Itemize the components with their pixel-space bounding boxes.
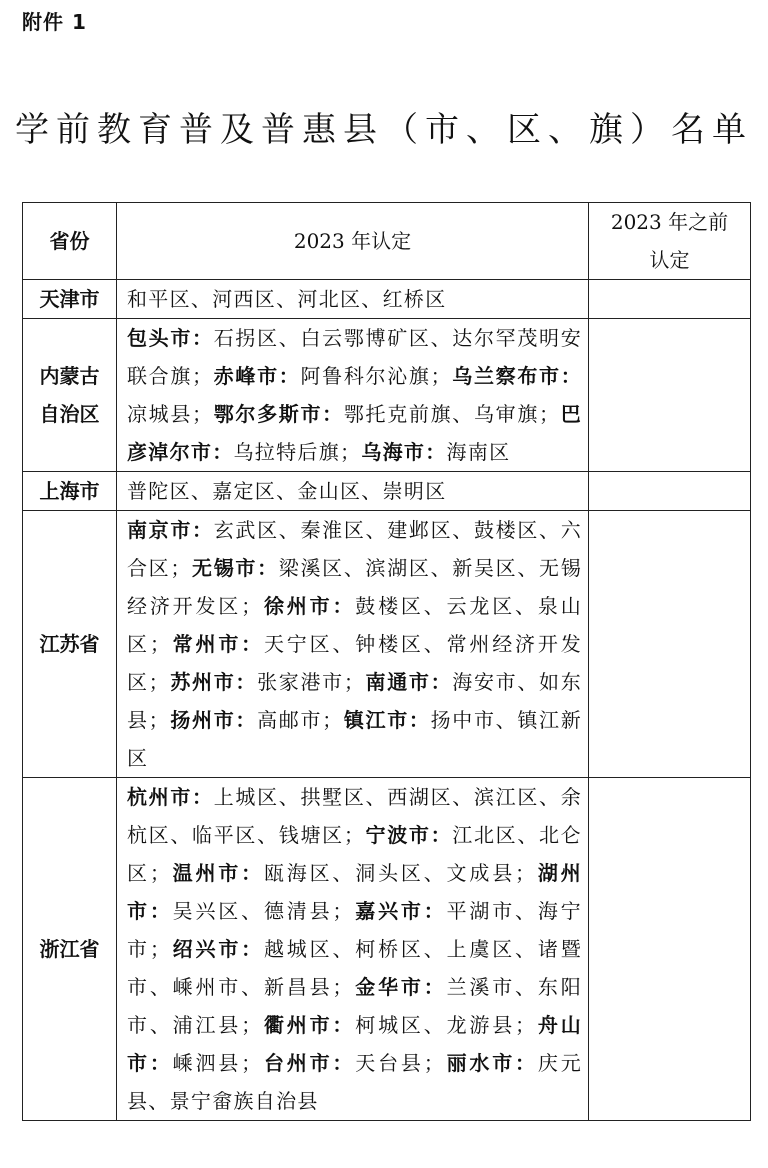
table-row <box>23 511 751 778</box>
province-cell <box>23 319 117 472</box>
area-list: 张家港市； <box>257 670 366 694</box>
area-list: 瓯海区、洞头区、文成县； <box>263 861 537 885</box>
city-name: 徐州市： <box>262 594 356 618</box>
county-list-table <box>22 202 751 1121</box>
city-name: 嘉兴市： <box>353 899 447 923</box>
area-list: 兰溪市、东阳市、浦江县； <box>127 975 582 1037</box>
attachment-label: 附件 1 <box>22 10 87 34</box>
table-row <box>23 280 751 319</box>
area-list: 天台县； <box>355 1051 446 1075</box>
recognized-before-cell <box>589 280 751 319</box>
province-name: 浙江省 <box>39 937 100 961</box>
area-list: 石拐区、白云鄂博矿区、达尔罕茂明安联合旗； <box>127 326 582 388</box>
area-list: 庆元县、景宁畲族自治县 <box>127 1051 582 1113</box>
recognized-before-cell <box>589 511 751 778</box>
province-name: 自治区 <box>39 402 100 426</box>
province-name: 江苏省 <box>39 632 100 656</box>
city-name: 鄂尔多斯市： <box>213 402 344 426</box>
area-list: 嵊泗县； <box>172 1051 263 1075</box>
city-name: 衢州市： <box>262 1013 356 1037</box>
recognized-before-cell <box>589 778 751 1121</box>
city-name: 苏州市： <box>169 670 258 694</box>
recognized-2023-cell <box>117 319 589 472</box>
header-recognized-before-line2: 认定 <box>649 248 690 272</box>
city-name: 巴彦淖尔市： <box>127 402 582 464</box>
city-name: 乌海市： <box>361 440 447 464</box>
page-title: 学前教育普及普惠县（市、区、旗）名单 <box>15 110 753 150</box>
area-list: 海南区 <box>446 440 511 464</box>
area-list: 柯城区、龙游县； <box>355 1013 537 1037</box>
city-name: 无锡市： <box>191 556 279 580</box>
header-recognized-2023: 2023 年认定 <box>117 203 589 280</box>
city-name: 宁波市： <box>365 823 453 847</box>
area-list: 上城区、拱墅区、西湖区、滨江区、余杭区、临平区、钱塘区； <box>127 785 582 847</box>
header-recognized-before <box>589 203 751 280</box>
city-name: 包头市： <box>127 326 214 350</box>
table-row <box>23 472 751 511</box>
area-list: 普陀区、嘉定区、金山区、崇明区 <box>127 479 447 503</box>
city-name: 台州市： <box>262 1051 356 1075</box>
area-list: 阿鲁科尔沁旗； <box>300 364 452 388</box>
city-name: 湖州市： <box>127 861 582 923</box>
area-list: 江北区、北仑区； <box>127 823 582 885</box>
province-cell <box>23 472 117 511</box>
province-cell <box>23 280 117 319</box>
area-list: 玄武区、秦淮区、建邺区、鼓楼区、六合区； <box>127 518 582 580</box>
area-list: 天宁区、钟楼区、常州经济开发区； <box>127 632 582 694</box>
table-header-row <box>23 203 751 280</box>
area-list: 越城区、柯桥区、上虞区、诸暨市、嵊州市、新昌县； <box>127 937 582 999</box>
area-list: 海安市、如东县； <box>127 670 582 732</box>
city-name: 乌兰察布市： <box>451 364 582 388</box>
area-list: 鼓楼区、云龙区、泉山区； <box>127 594 582 656</box>
city-name: 丽水市： <box>445 1051 538 1075</box>
city-name: 金华市： <box>353 975 447 999</box>
recognized-2023-cell <box>117 778 589 1121</box>
city-name: 赤峰市： <box>213 364 301 388</box>
province-name: 内蒙古 <box>39 364 100 388</box>
city-name: 南通市： <box>365 670 453 694</box>
recognized-2023-cell <box>117 511 589 778</box>
table-row <box>23 778 751 1121</box>
city-name: 常州市： <box>171 632 264 656</box>
area-list: 鄂托克前旗、乌审旗； <box>343 402 561 426</box>
province-name: 上海市 <box>39 479 100 503</box>
recognized-2023-cell <box>117 472 589 511</box>
province-name: 天津市 <box>39 287 100 311</box>
area-list: 乌拉特后旗； <box>233 440 362 464</box>
area-list: 和平区、河西区、河北区、红桥区 <box>127 287 447 311</box>
area-list: 平湖市、海宁市； <box>127 899 582 961</box>
area-list: 梁溪区、滨湖区、新吴区、无锡经济开发区； <box>127 556 582 618</box>
header-recognized-before-line1: 2023 年之前 <box>610 210 729 234</box>
recognized-2023-cell <box>117 280 589 319</box>
city-name: 杭州市： <box>127 785 214 809</box>
city-name: 扬州市： <box>169 708 258 732</box>
area-list: 高邮市； <box>257 708 344 732</box>
table-row <box>23 319 751 472</box>
header-province: 省份 <box>23 203 117 280</box>
province-cell <box>23 778 117 1121</box>
recognized-before-cell <box>589 319 751 472</box>
city-name: 舟山市： <box>127 1013 582 1075</box>
province-cell <box>23 511 117 778</box>
recognized-before-cell <box>589 472 751 511</box>
city-name: 绍兴市： <box>171 937 264 961</box>
area-list: 吴兴区、德清县； <box>172 899 354 923</box>
city-name: 镇江市： <box>343 708 431 732</box>
area-list: 扬中市、镇江新区 <box>127 708 582 770</box>
city-name: 温州市： <box>171 861 264 885</box>
city-name: 南京市： <box>127 518 214 542</box>
area-list: 凉城县； <box>127 402 214 426</box>
